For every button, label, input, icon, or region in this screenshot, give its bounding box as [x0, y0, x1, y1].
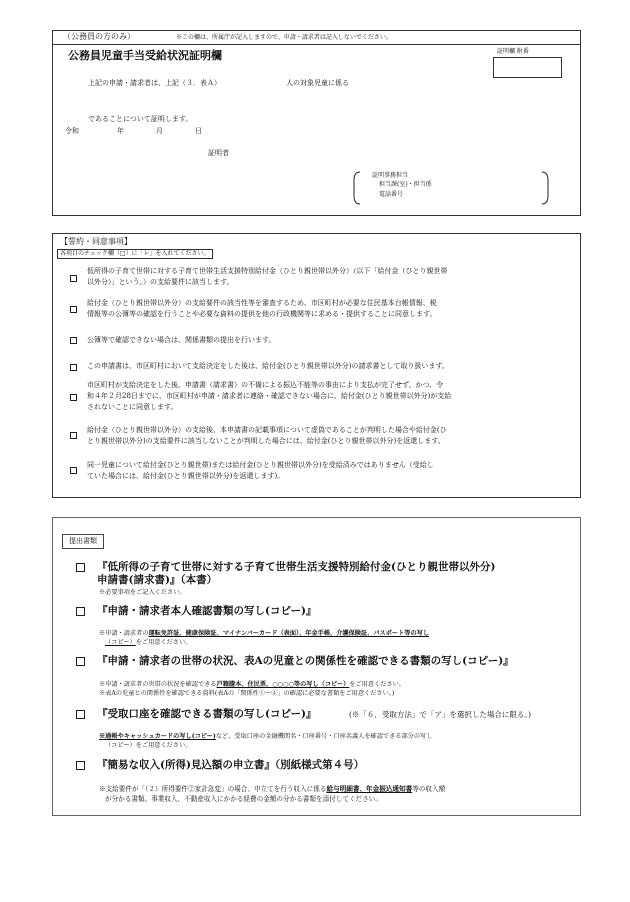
pledge-item-7-line-1: 同一児童について給付金(ひとり親世帯)または給付金(ひとり親世帯以外分)を受給済みではありません（受給し [87, 461, 434, 469]
pledge-checkbox-7[interactable] [70, 467, 77, 474]
document-checkbox-2[interactable] [76, 607, 85, 616]
pledge-checkbox-5[interactable] [70, 394, 77, 401]
document-3-note-underlined: 戸籍謄本、住民票、○○○○等の写し（コピー） [216, 681, 350, 688]
document-5-title: 『簡易な収入(所得)見込額の申立書』（別紙様式第４号） [97, 759, 365, 771]
pledge-checkbox-1[interactable] [70, 275, 77, 282]
document-checkbox-1[interactable] [76, 563, 85, 572]
document-4-title: 『受取口座を確認できる書類の写し(コピー)』 [97, 708, 317, 720]
document-5-note-line-2: が分かる書類、事業収入、不動産収入にかかる経費の金額の分かる書類を添付してください。 [105, 795, 382, 803]
official-header-note: ※この欄は、所属庁が記入しますので、申請・請求者は記入しないでください。 [176, 34, 392, 41]
document-1-note: ※必要事項をご記入ください。 [99, 589, 186, 596]
document-2-title: 『申請・請求者本人確認書類の写し(コピー)』 [97, 605, 317, 617]
official-line1-prefix: 上記の申請・請求者は、上記（３．表Ａ） [88, 79, 221, 87]
document-3-note-line-1 [99, 681, 405, 690]
pledge-item-4-line-1: この申請書は、市区町村において支給決定をした後は、給付金(ひとり親世帯以外分)の請求書として取り扱います。 [87, 362, 449, 370]
date-month: 月 [156, 127, 163, 135]
official-title: 公務員児童手当受給状況証明欄 [68, 49, 222, 62]
cert-no-field[interactable] [493, 57, 562, 78]
pledge-item-5-line-3: されないことに同意します。 [87, 403, 178, 411]
certifier-label: 証明者 [208, 149, 229, 157]
document-3-title: 『申請・請求者の世帯の状況、表Aの児童との関係性を確認できる書類の写し(コピー)』 [97, 655, 514, 667]
contact-line-2: 担当課(室)・担当係 [379, 181, 432, 188]
pledge-item-7-line-2: ていた場合には、給付金(ひとり親世帯以外分)を返還します)。 [87, 472, 285, 480]
date-day: 日 [195, 127, 202, 135]
document-5-note-line-1 [99, 785, 445, 794]
document-2-note-line-1 [99, 630, 429, 639]
document-4-note-post: など、受取口座の金融機関名・口座番号・口座名義人を確認できる部分の写し [215, 733, 433, 740]
pledge-item-5-line-1: 市区町村が支給決定をした後、申請書（請求書）の不備による振込不能等の事由により支払が完了せず、かつ、令 [87, 381, 444, 389]
date-era: 令和 [65, 127, 79, 135]
document-4-note-underlined: ※通帳やキャッシュカードの写し(コピー) [99, 733, 216, 740]
document-5-note-pre: ※支給要件が「（２）所得要件②家計急変」の場合、申立てを行う収入に係る [99, 785, 327, 793]
pledge-item-5-line-2: 和４年２月28日までに、市区町村が申請・請求者に連絡・確認できない場合に、給付金(ひとり親世帯以外分)が支給 [87, 392, 452, 400]
document-4-suffix: (※「６．受取方法」で「ア」を選択した場合に限る。) [349, 710, 532, 719]
pledge-item-1-line-1: 低所得の子育て世帯に対する子育て世帯生活支援特別給付金（ひとり親世帯以外分）（以下「給付金（ひとり親世帯 [87, 267, 448, 275]
document-3-note-post: をご用意ください。 [349, 681, 405, 688]
document-3-note-pre: ※申請・請求者の世帯の状況を確認できる [99, 681, 217, 688]
pledge-checkbox-3[interactable] [70, 337, 77, 344]
document-3-note-line-2: ※表Aの児童との関係性を確認できる資料(表Aの「関係性①～④」の確認に必要な書類をご用意ください。) [99, 690, 395, 697]
document-checkbox-5[interactable] [76, 761, 85, 770]
date-year: 年 [117, 127, 124, 135]
official-header-label: （公務員の方のみ） [63, 32, 135, 41]
document-2-note-underlined-2: （コピー） [105, 639, 136, 646]
document-5-note-post: 等の収入額 [412, 785, 446, 793]
contact-line-1: 証明事務担当 [372, 172, 409, 179]
document-4-note-line-2: （コピー）をご用意ください。 [105, 742, 192, 749]
document-2-note-line-2 [105, 639, 191, 648]
document-5-note-underlined: 給与明細書、年金振込通知書 [326, 785, 413, 793]
document-checkbox-4[interactable] [76, 710, 85, 719]
document-2-note-post: をご用意ください。 [135, 639, 192, 646]
pledge-item-1-line-2: 以外分）」という。）の支給要件に該当します。 [87, 278, 234, 286]
pledge-item-2-line-2: 情報等の公簿等の確認を行うことや必要な資料の提供を他の行政機関等に求める・提供することに同意します。 [87, 310, 437, 318]
pledge-item-6-line-2: とり親世帯以外分)の支給要件に該当しないことが判明した場合には、給付金(ひとり親世帯以外分)を返還します。 [87, 437, 445, 445]
pledge-checkbox-2[interactable] [70, 306, 77, 313]
pledge-item-2-line-1: 給付金（ひとり親世帯以外分）の支給要件の該当性等を審査するため、市区町村が必要な住民基本台帳情報、税 [87, 299, 437, 307]
pledge-item-6-line-1: 給付金（ひとり親世帯以外分）の支給後、本申請書の記載事項について虚偽であることが判明した場合や給付金(ひ [87, 426, 447, 434]
document-1-title-a: 『低所得の子育て世帯に対する子育て世帯生活支援特別給付金(ひとり親世帯以外分) [97, 561, 496, 573]
official-line2: であることについて証明します。 [88, 115, 193, 123]
pledge-instruction: 各項目のチェック欄（□）に「レ」を入れてください。 [57, 249, 213, 259]
official-line1-suffix: 人の対象児童に係る [286, 79, 349, 87]
document-1-title-b: 申請書(請求書)』（本書） [97, 574, 218, 586]
pledge-checkbox-6[interactable] [70, 432, 77, 439]
pledge-checkbox-4[interactable] [70, 364, 77, 371]
pledge-title: 【誓約・同意事項】 [60, 237, 132, 246]
contact-line-3: 電話番号 [379, 191, 404, 198]
cert-no-label: 証明欄 附番 [497, 48, 529, 55]
document-4-note-line-1 [99, 733, 432, 742]
document-checkbox-3[interactable] [76, 657, 85, 666]
pledge-item-3-line-1: 公簿等で確認できない場合は、関係書類の提出を行います。 [87, 336, 276, 344]
documents-title: 提出書類 [62, 534, 104, 549]
document-2-note-underlined: 運転免許証、健康保険証、マイナンバーカード（表面）、年金手帳、介護保険証、パスポート等の写し [148, 630, 430, 637]
document-2-note-pre: ※申請・請求者の [99, 630, 149, 637]
